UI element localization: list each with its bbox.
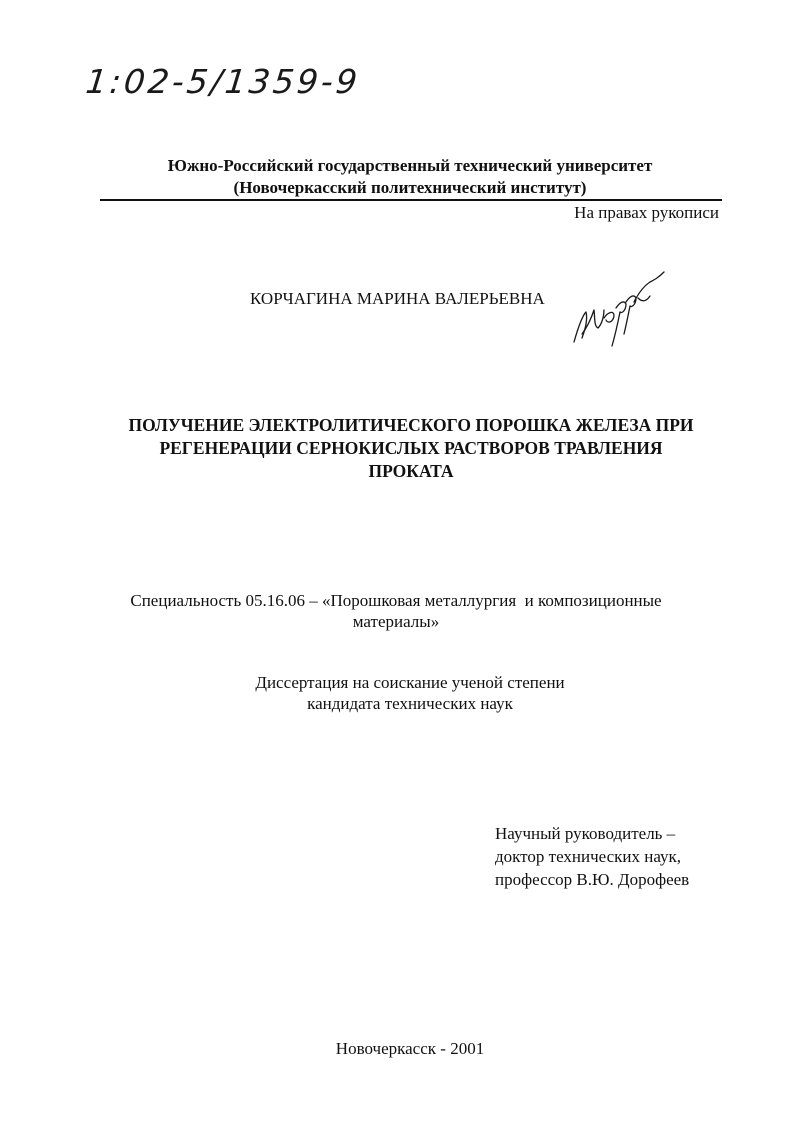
rights-note: На правах рукописи [574, 203, 719, 222]
header-divider [100, 199, 722, 201]
catalog-number: 1:02-5/1359-9 [83, 62, 363, 101]
advisor-line: доктор технических наук, [495, 847, 682, 866]
title-line: ПРОКАТА [368, 461, 454, 481]
advisor-line: Научный руководитель – [495, 824, 676, 843]
dissertation-title [100, 414, 722, 483]
specialty [60, 590, 732, 632]
university-name: Южно-Российский государственный технический университет [167, 156, 653, 175]
city-year: Новочеркасск - 2001 [335, 1039, 485, 1058]
advisor-line: профессор В.Ю. Дорофеев [495, 870, 690, 889]
degree-line: Диссертация на соискание ученой степени [255, 673, 565, 692]
author-name: КОРЧАГИНА МАРИНА ВАЛЕРЬЕВНА [250, 289, 545, 308]
title-line: ПОЛУЧЕНИЕ ЭЛЕКТРОЛИТИЧЕСКОГО ПОРОШКА ЖЕЛЕЗА ПРИ [128, 415, 694, 435]
scientific-advisor [495, 822, 689, 891]
specialty-line: материалы» [352, 612, 440, 631]
institute-name: (Новочеркасский политехнический институт) [233, 178, 587, 197]
university-header [100, 155, 720, 199]
title-line: РЕГЕНЕРАЦИИ СЕРНОКИСЛЫХ РАСТВОРОВ ТРАВЛЕНИЯ [159, 438, 663, 458]
degree-line: кандидата технических наук [307, 694, 513, 713]
specialty-line: Специальность 05.16.06 – «Порошковая металлургия и композиционные [130, 591, 662, 610]
degree-statement [160, 672, 660, 714]
signature-icon [568, 268, 668, 350]
